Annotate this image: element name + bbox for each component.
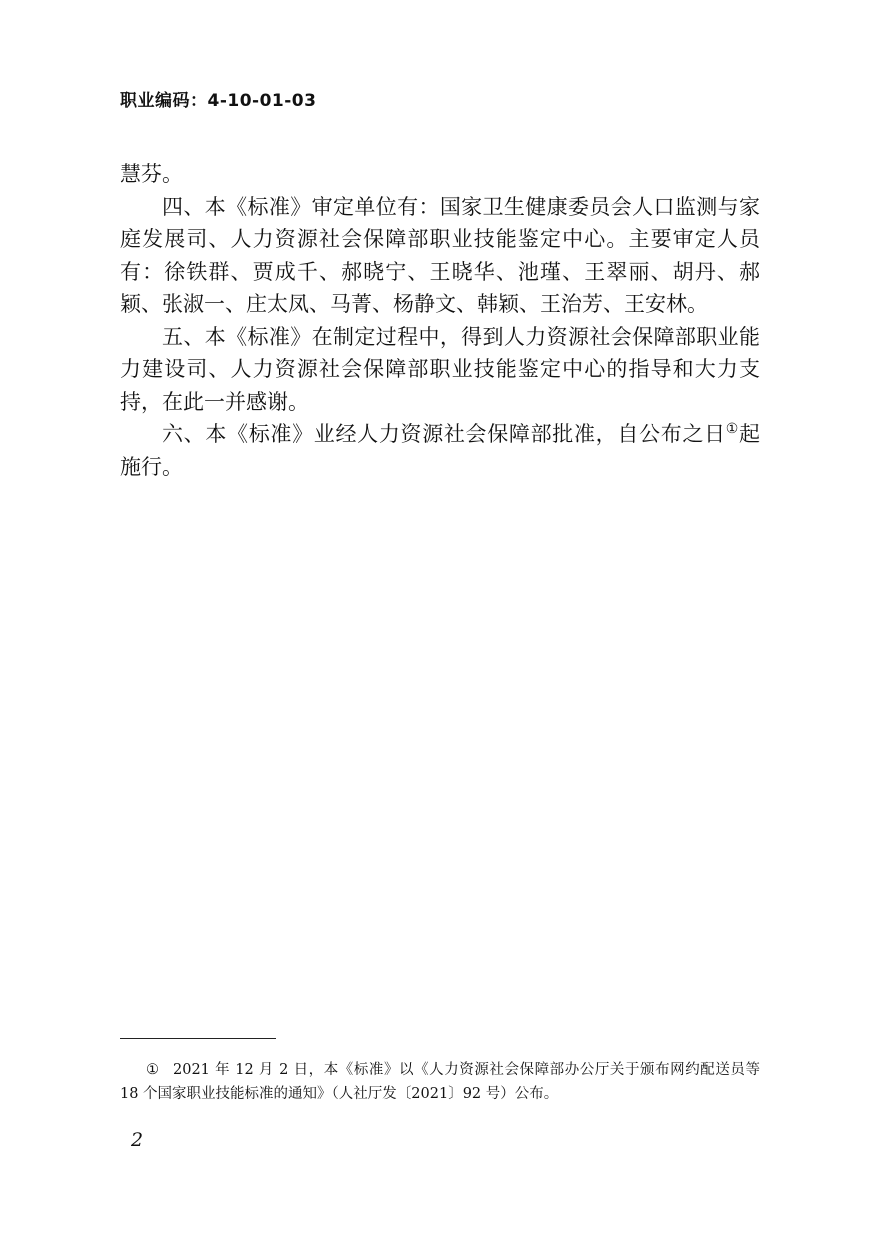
footnote-divider [120,1038,276,1039]
footnote-text: 2021 年 12 月 2 日，本《标准》以《人力资源社会保障部办公厅关于颁布网约配送员等 18 个国家职业技能标准的通知》（人社厅发〔2021〕92 号）公布。 [120,1062,760,1102]
paragraph-acknowledgement: 五、本《标准》在制定过程中，得到人力资源社会保障部职业能力建设司、人力资源社会保障部职业技能鉴定中心的指导和大力支持，在此一并感谢。 [120,324,760,414]
paragraph-reviewers: 四、本《标准》审定单位有：国家卫生健康委员会人口监测与家庭发展司、人力资源社会保障部职业技能鉴定中心。主要审定人员有：徐铁群、贾成千、郝晓宁、王晓华、池瑾、王翠丽、胡丹、郝颖、张淑一、庄太凤、马菁、杨静文、韩颖、王治芳、王安林。 [120,194,760,316]
paragraph-continuation: 慧芬。 [120,162,183,186]
body-text [120,158,760,483]
occupation-code-header: 职业编码：4-10-01-03 [120,91,317,111]
paragraph-effective-date [120,418,760,483]
footnote [120,1058,760,1106]
effective-date-text: 六、本《标准》业经人力资源社会保障部批准，自公布之日 [162,422,726,446]
page-number: 2 [131,1129,144,1151]
footnote-marker: ① [146,1062,159,1078]
effective-date-tail: 起施行。 [120,422,760,479]
footnote-reference-link[interactable]: ① [725,421,739,437]
